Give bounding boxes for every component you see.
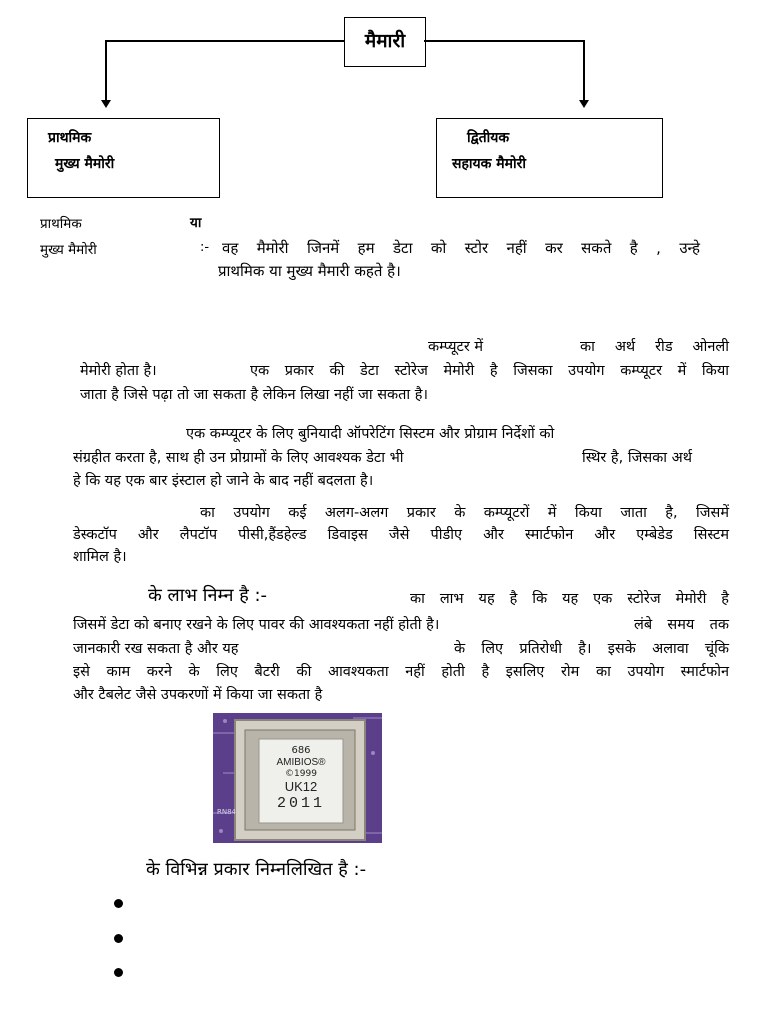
advantages-heading: के लाभ निम्न है :- — [148, 585, 268, 606]
definition-term1: प्राथमिक — [40, 216, 82, 232]
para2-line2b: स्थिर है, जिसका अर्थ — [582, 450, 692, 466]
advantages-line2b: लंबे समय तक — [634, 617, 729, 633]
definition-separator: :- — [200, 240, 210, 255]
advantages-line4: इसे काम करने के लिए बैटरी की आवश्यकता नहीं होती है इसलिए रोम का उपयोग स्मार्टफोन — [73, 664, 729, 680]
para1-line1a: कम्प्यूटर में — [428, 339, 484, 355]
connector-vertical-left — [105, 40, 107, 102]
secondary-memory-line1: द्वितीयक — [467, 130, 510, 146]
para1-line2b: एक प्रकार की डेटा स्टोरेज मेमोरी है जिसका उपयोग कम्प्यूटर में किया — [250, 363, 729, 379]
para1-line1b: का अर्थ रीड ओनली — [580, 339, 729, 355]
bios-chip-photo — [213, 713, 382, 843]
definition-line1: वह मैमोरी जिनमें हम डेटा को स्टोर नहीं कर सकते है , उन्हे — [222, 239, 700, 257]
chip-text-2: AMIBIOS® — [276, 757, 326, 768]
types-heading: के विभिन्न प्रकार निम्नलिखित है :- — [146, 859, 367, 880]
primary-memory-line2: मुख्य मैमोरी — [55, 156, 115, 172]
chip-text-4: UK12 — [284, 779, 318, 794]
arrowhead-left-icon — [101, 100, 111, 108]
para3-line2: डेस्कटॉप और लैपटॉप पीसी,हैंडहेल्ड डिवाइस जैसे पीडीए और स्मार्टफोन और एम्बेडेड सिस्टम — [73, 527, 729, 543]
definition-line2: प्राथमिक या मुख्य मैमारी कहते है। — [218, 262, 401, 280]
chip-text-3: ©1999 — [285, 769, 317, 779]
primary-memory-line1: प्राथमिक — [48, 130, 92, 146]
secondary-memory-line2: सहायक मैमोरी — [452, 156, 526, 172]
para2-line2a: संग्रहीत करता है, साथ ही उन प्रोग्रामों के लिए आवश्यक डेटा भी — [73, 450, 404, 466]
definition-term2: मुख्य मैमोरी — [40, 242, 97, 258]
advantages-line3b: के लिए प्रतिरोधी है। इसके अलावा चूंकि — [454, 641, 729, 657]
connector-horizontal-left — [106, 40, 345, 42]
advantages-line1: का लाभ यह है कि यह एक स्टोरेज मेमोरी है — [410, 591, 729, 607]
para2-line3: हे कि यह एक बार इंस्टाल हो जाने के बाद नहीं बदलता है। — [73, 473, 374, 489]
para1-line2a: मेमोरी होता है। — [80, 363, 157, 379]
connector-horizontal-right — [424, 40, 583, 42]
chip-text-1: 686 — [291, 745, 311, 756]
para3-line3: शामिल है। — [73, 549, 127, 565]
para1-line3: जाता है जिसे पढ़ा तो जा सकता है लेकिन लिखा नहीं जा सकता है। — [80, 387, 428, 403]
connector-vertical-right — [583, 40, 585, 102]
definition-or: या — [190, 215, 202, 231]
arrowhead-right-icon — [579, 100, 589, 108]
chip-text-5: 2011 — [276, 795, 325, 812]
bullet-3 — [114, 968, 123, 977]
board-label: RN84 — [217, 808, 237, 816]
memory-root-label: मैमारी — [364, 30, 406, 52]
bullet-2 — [114, 934, 123, 943]
para2-line1: एक कम्प्यूटर के लिए बुनियादी ऑपरेटिंग सिस्टम और प्रोग्राम निर्देशों को — [186, 426, 555, 442]
para3-line1: का उपयोग कई अलग-अलग प्रकार के कम्प्यूटरों में किया जाता है, जिसमें — [200, 505, 729, 521]
advantages-line2a: जिसमें डेटा को बनाए रखने के लिए पावर की आवश्यकता नहीं होती है। — [73, 617, 440, 633]
advantages-line5: और टैबलेट जैसे उपकरणों में किया जा सकता है — [73, 687, 323, 703]
advantages-line3a: जानकारी रख सकता है और यह — [73, 641, 239, 657]
bullet-1 — [114, 899, 123, 908]
